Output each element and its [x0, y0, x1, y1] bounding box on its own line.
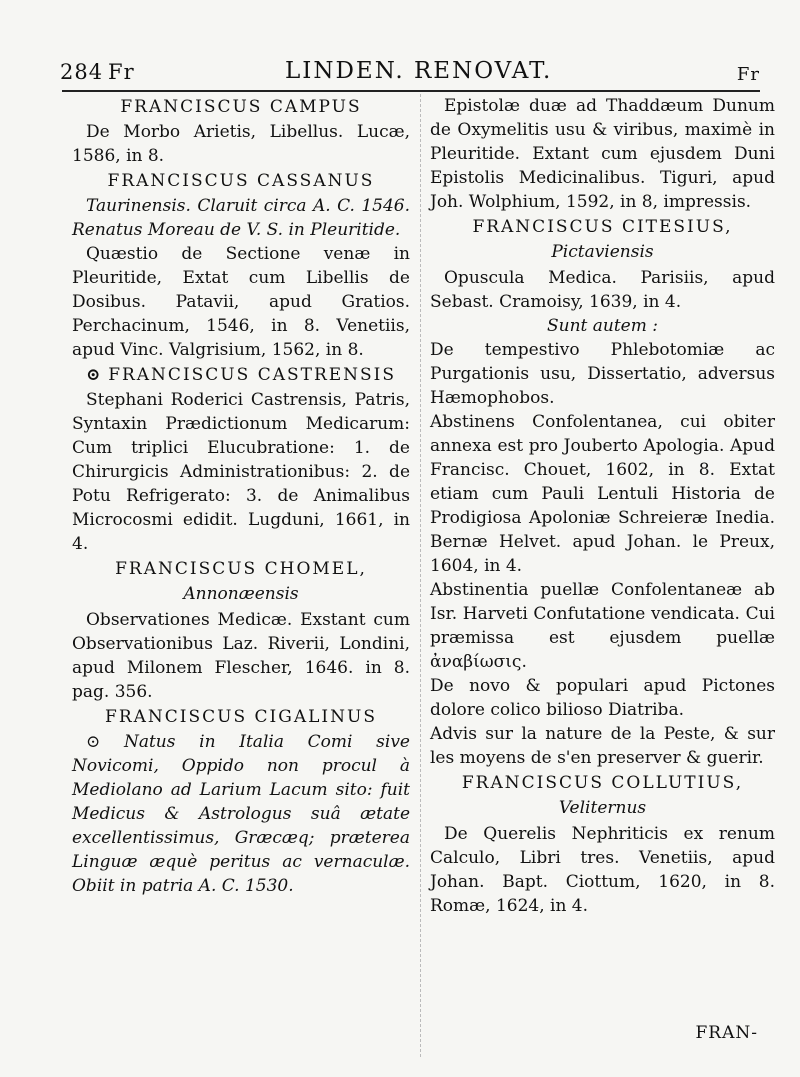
entry-text: De Querelis Nephriticis ex renum Calculo, Libri tres. Venetiis, apud Johan. Bapt. Ciottum, 1620, in 8. Romæ, 1624, in 4.	[430, 824, 775, 916]
bibliography-entry	[430, 216, 775, 770]
bibliography-entry	[72, 706, 410, 898]
author-origin: Veliternus	[558, 798, 647, 818]
work-item: Abstinentia puellæ Confolentaneæ ab Isr. Harveti Confutatione vendicata. Cui præmissa est ejusdem puellæ ἀναβίωσις.	[430, 580, 775, 672]
author-name	[430, 216, 775, 239]
page-number: 284	[60, 60, 104, 84]
author-name-text: FRANCISCUS CITESIUS,	[472, 217, 733, 237]
author-name-text: FRANCISCUS CASTRENSIS	[108, 365, 397, 385]
author-name-text: FRANCISCUS CIGALINUS	[105, 707, 377, 727]
entry-text: Observationes Medicæ. Exstant cum Observationibus Laz. Riverii, Londini, apud Milonem Flescher, 1646. in 8. pag. 356.	[72, 610, 410, 702]
bibliography-entry	[72, 364, 410, 556]
running-title: LINDEN. RENOVAT.	[285, 58, 553, 84]
author-origin: Pictaviensis	[551, 242, 654, 262]
author-name	[72, 364, 410, 387]
author-name	[72, 706, 410, 729]
entry-subhead: Sunt autem :	[546, 316, 658, 336]
entry-text: Taurinensis. Claruit circa A. C. 1546. Renatus Moreau de V. S. in Pleuritide.	[72, 196, 410, 240]
author-name-text: FRANCISCUS COLLUTIUS,	[461, 773, 744, 793]
running-head	[60, 54, 760, 88]
entry-text: Quæstio de Sectione venæ in Pleuritide, Extat cum Libellis de Dosibus. Patavii, apud Gratios. Perchacinum, 1546, in 8. Venetiis, apud Vinc. Valgrisium, 1562, in 8.	[72, 244, 410, 360]
entry-text: Stephani Roderici Castrensis, Patris, Syntaxin Prædictionum Medicarum: Cum triplici Elucubratione: 1. de Chirurgicis Administrationibus: 2. de Potu Refrigerato: 3. de Animalibus Microcosmi edidit. Lugduni, 1661, in 4.	[72, 390, 410, 554]
continued-text: Epistolæ duæ ad Thaddæum Dunum de Oxymelitis usu & viribus, maximè in Pleuritide. Extant cum ejusdem Duni Epistolis Medicinalibus. Tiguri, apud Joh. Wolphium, 1592, in 8, impressis.	[430, 96, 775, 212]
running-letters-left: Fr	[108, 60, 135, 84]
entry-text: Opuscula Medica. Parisiis, apud Sebast. Cramoisy, 1639, in 4.	[430, 268, 775, 312]
author-name-text: FRANCISCUS CHOMEL,	[115, 559, 367, 579]
work-item: Abstinens Confolentanea, cui obiter annexa est pro Jouberto Apologia. Apud Francisc. Chouet, 1602, in 8. Extat etiam cum Pauli Lentuli Historia de Prodigiosa Apoloniæ Schreieræ Inedia. Bernæ Helvet. apud Johan. le Preux, 1604, in 4.	[430, 412, 775, 576]
author-name-text: FRANCISCUS CAMPUS	[120, 97, 362, 117]
work-item: De tempestivo Phlebotomiæ ac Purgationis usu, Dissertatio, adversus Hæmophobos.	[430, 340, 775, 408]
catchword: FRAN-	[695, 1023, 758, 1043]
right-column	[430, 94, 775, 920]
author-name	[72, 170, 410, 193]
bibliography-entry	[72, 558, 410, 704]
running-letters-right: Fr	[736, 64, 760, 85]
column-divider	[420, 94, 421, 1057]
author-name-text: FRANCISCUS CASSANUS	[107, 171, 375, 191]
author-name	[72, 558, 410, 581]
entry-text: De Morbo Arietis, Libellus. Lucæ, 1586, in 8.	[72, 122, 410, 166]
author-origin: Annonæensis	[183, 584, 299, 604]
bibliography-entry	[430, 772, 775, 918]
author-name	[72, 96, 410, 119]
bibliography-entry	[72, 170, 410, 362]
left-column	[72, 94, 410, 900]
bibliography-entry	[72, 96, 410, 168]
entry-mark: ⊙	[85, 365, 103, 385]
entry-text: ⊙ Natus in Italia Comi sive Novicomi, Oppido non procul à Mediolano ad Larium Lacum sito: fuit Medicus & Astrologus suâ ætate excellentissimus, Græcæq; præterea Linguæ æquè peritus ac vernaculæ. Obiit in patria A. C. 1530.	[72, 732, 410, 896]
work-item: Advis sur la nature de la Peste, & sur les moyens de s'en preserver & guerir.	[430, 724, 775, 768]
header-rule	[62, 90, 760, 92]
work-item: De novo & populari apud Pictones dolore colico bilioso Diatriba.	[430, 676, 775, 720]
author-name	[430, 772, 775, 795]
